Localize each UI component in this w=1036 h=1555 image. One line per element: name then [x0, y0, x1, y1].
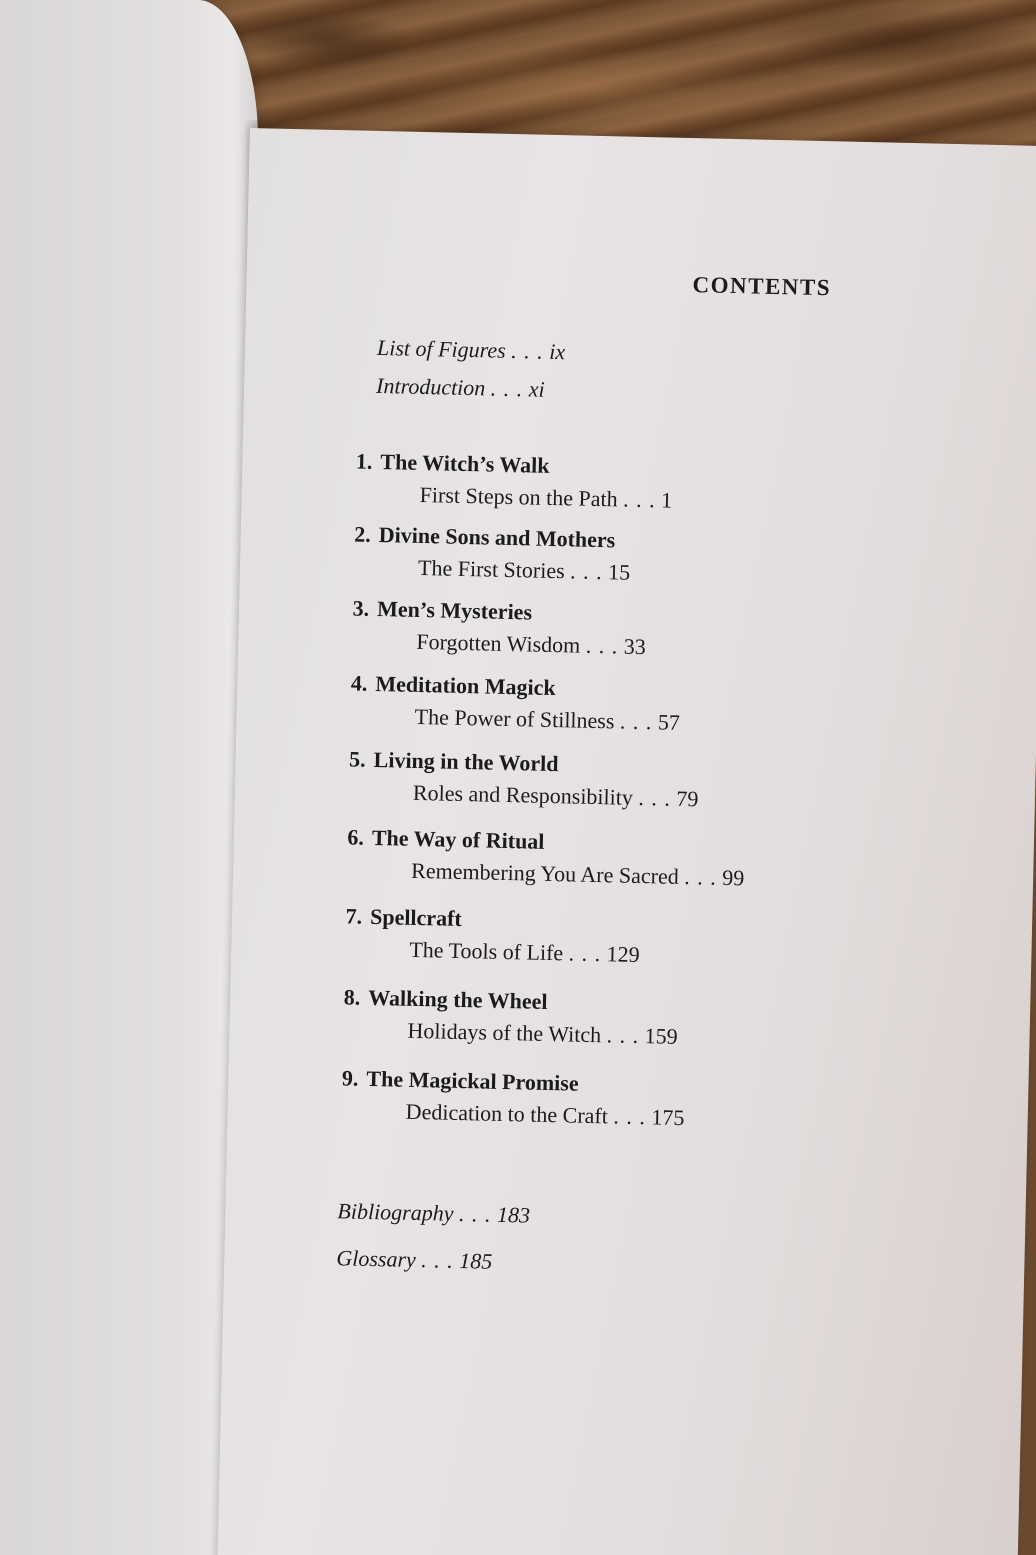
entry-page: 183: [496, 1201, 531, 1228]
chapter-number: 8.: [343, 984, 361, 1010]
chapter-number: 3.: [352, 595, 370, 621]
back-matter-item: [337, 1198, 530, 1228]
chapter-title: Meditation Magick: [375, 670, 556, 701]
chapter-page: 159: [644, 1023, 678, 1049]
chapter-number: 2.: [354, 521, 372, 547]
entry-separator: . . .: [622, 486, 656, 513]
entry-separator: . . .: [458, 1201, 492, 1227]
chapter-title: Divine Sons and Mothers: [378, 522, 616, 553]
chapter-entry: [335, 746, 700, 812]
chapter-entry: [333, 824, 745, 891]
chapter-subtitle: The Power of Stillness: [414, 703, 615, 734]
entry-separator: . . .: [585, 632, 619, 659]
chapter-page: 15: [607, 559, 631, 585]
entry-page: ix: [548, 338, 566, 365]
entry-label: Glossary: [336, 1245, 417, 1273]
entry-separator: . . .: [619, 708, 653, 735]
chapter-title: The Witch’s Walk: [380, 449, 550, 478]
chapter-title: Living in the World: [373, 746, 559, 777]
entry-label: List of Figures: [376, 334, 507, 363]
chapter-subtitle: Holidays of the Witch: [407, 1017, 602, 1048]
chapter-entry: [329, 984, 678, 1050]
entry-separator: . . .: [638, 784, 672, 811]
entry-separator: . . .: [421, 1247, 455, 1273]
chapter-title: The Magickal Promise: [366, 1065, 579, 1096]
entry-separator: . . .: [568, 940, 602, 967]
chapter-page: 99: [721, 864, 745, 891]
front-matter-item: [376, 373, 545, 403]
back-matter-item: [336, 1245, 493, 1275]
entry-separator: . . .: [683, 864, 718, 890]
chapter-entry: [327, 1065, 685, 1131]
chapter-number: 9.: [341, 1065, 359, 1091]
entry-separator: . . .: [606, 1022, 640, 1049]
left-page: [0, 0, 258, 1555]
chapter-subtitle: Forgotten Wisdom: [416, 628, 581, 658]
chapter-entry: [338, 595, 647, 660]
chapter-page: 175: [651, 1104, 685, 1131]
chapter-subtitle: Roles and Responsibility: [412, 779, 634, 810]
chapter-subtitle: Dedication to the Craft: [405, 1098, 609, 1129]
chapter-subtitle: Remembering You Are Sacred: [410, 857, 680, 889]
chapter-title: Men’s Mysteries: [376, 596, 533, 625]
chapter-number: 4.: [350, 670, 368, 696]
entry-label: Introduction: [375, 372, 486, 401]
entry-page: 185: [459, 1248, 493, 1274]
chapter-title: Walking the Wheel: [368, 984, 548, 1014]
chapter-entry: [336, 670, 681, 736]
page-title: CONTENTS: [692, 272, 832, 301]
chapter-subtitle: First Steps on the Path: [419, 481, 618, 512]
entry-separator: . . .: [613, 1103, 647, 1130]
chapter-title: Spellcraft: [369, 903, 463, 932]
chapter-subtitle: The First Stories: [417, 554, 565, 584]
chapter-number: 1.: [355, 448, 373, 474]
chapter-page: 79: [676, 785, 699, 812]
chapter-entry: [341, 448, 673, 513]
chapter-number: 7.: [345, 903, 363, 929]
entry-separator: . . .: [490, 375, 524, 402]
front-matter-item: [377, 335, 566, 365]
contents-page: [217, 128, 1036, 1555]
entry-page: xi: [528, 376, 546, 402]
chapter-subtitle: The Tools of Life: [409, 936, 564, 966]
chapter-number: 5.: [348, 746, 366, 772]
chapter-entry: [340, 521, 631, 586]
chapter-entry: [331, 903, 641, 968]
entry-separator: . . .: [569, 558, 603, 585]
entry-separator: . . .: [511, 337, 545, 364]
chapter-number: 6.: [347, 824, 365, 850]
chapter-page: 129: [606, 941, 640, 968]
chapter-page: 33: [623, 633, 647, 660]
chapter-title: The Way of Ritual: [371, 824, 545, 854]
entry-label: Bibliography: [337, 1198, 454, 1226]
chapter-page: 57: [657, 709, 681, 735]
chapter-page: 1: [660, 487, 673, 513]
